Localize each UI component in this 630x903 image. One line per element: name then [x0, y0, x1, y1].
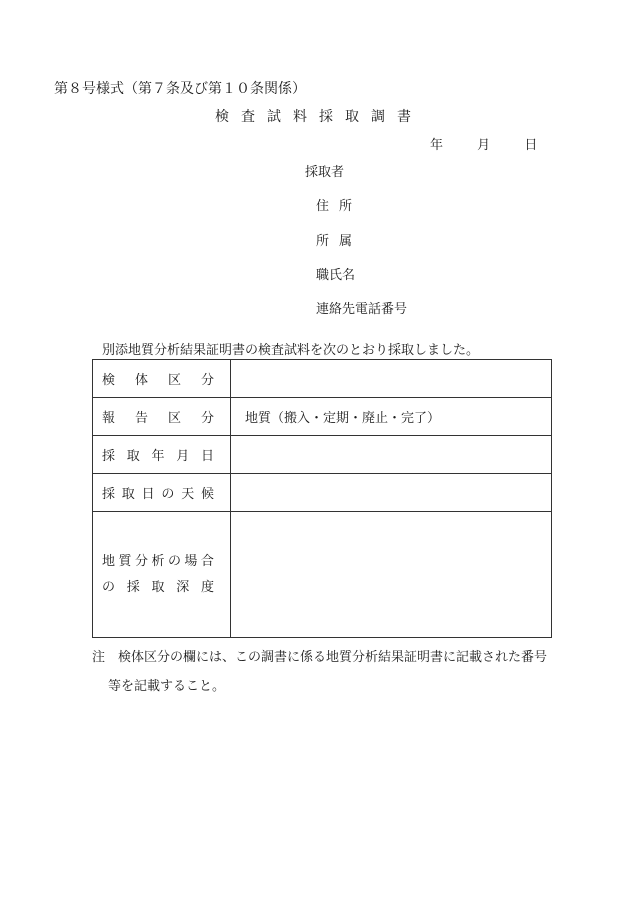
- label-char: 日: [141, 487, 155, 502]
- collector-name-label: 職氏名: [316, 268, 356, 283]
- row-label: [93, 436, 231, 474]
- label-char: の: [167, 553, 181, 569]
- label-char: 取: [151, 579, 165, 595]
- label-char: 分: [134, 553, 148, 569]
- label-char: 取: [126, 449, 140, 464]
- date-year-label: 年: [430, 138, 444, 153]
- label-char: 場: [184, 553, 198, 569]
- row-label-text: [102, 483, 214, 502]
- label-char: 採: [102, 449, 116, 464]
- table-row: [93, 436, 552, 474]
- label-char: 候: [200, 487, 214, 502]
- report-category-value[interactable]: 地質（搬入・定期・廃止・完了）: [231, 398, 552, 436]
- label-char: 質: [118, 553, 132, 569]
- label-char: 天: [181, 487, 195, 502]
- sample-table-body: [93, 360, 552, 638]
- row-label-line-1: [102, 549, 214, 575]
- label-char: の: [102, 579, 116, 595]
- row-label: [93, 398, 231, 436]
- label-char: 体: [134, 373, 148, 388]
- form-number: 第８号様式（第７条及び第１０条関係）: [54, 81, 306, 97]
- row-label-text: [102, 369, 214, 388]
- collector-heading: 採取者: [305, 165, 345, 180]
- document-title: 検査試料採取調書: [215, 109, 423, 125]
- label-char: 採: [126, 579, 140, 595]
- collection-date-value[interactable]: [231, 436, 552, 474]
- collector-address-label: 住所: [316, 199, 363, 214]
- label-char: 日: [200, 449, 214, 464]
- row-label: [93, 360, 231, 398]
- collection-depth-value[interactable]: [231, 512, 552, 638]
- collection-weather-value[interactable]: [231, 474, 552, 512]
- intro-text: 別添地質分析結果証明書の検査試料を次のとおり採取しました。: [102, 343, 480, 358]
- label-char: 月: [176, 449, 190, 464]
- note-line-1: 注 検体区分の欄には、この調書に係る地質分析結果証明書に記載された番号: [92, 650, 548, 665]
- label-char: 区: [167, 411, 181, 426]
- row-label-text: [102, 445, 214, 464]
- table-row: [93, 360, 552, 398]
- date-day-label: 日: [524, 138, 538, 153]
- note-line-2: 等を記載すること。: [108, 679, 226, 694]
- label-char: の: [161, 487, 175, 502]
- row-label-text: [102, 407, 214, 426]
- sample-table: [92, 359, 552, 638]
- label-char: 深: [176, 579, 190, 595]
- label-char: 析: [151, 553, 165, 569]
- table-row: [93, 512, 552, 638]
- table-row: [93, 398, 552, 436]
- label-char: 年: [151, 449, 165, 464]
- label-char: 取: [121, 487, 135, 502]
- date-month-label: 月: [477, 138, 491, 153]
- label-char: 分: [200, 373, 214, 388]
- label-char: 度: [200, 579, 214, 595]
- row-label-line-2: [102, 575, 214, 601]
- collector-affiliation-label: 所属: [316, 234, 363, 249]
- label-char: 採: [102, 487, 116, 502]
- row-label: [93, 512, 231, 638]
- label-char: 分: [200, 411, 214, 426]
- date-line: [430, 134, 537, 153]
- sample-category-value[interactable]: [231, 360, 552, 398]
- table-row: [93, 474, 552, 512]
- row-label: [93, 474, 231, 512]
- collector-phone-label: 連絡先電話番号: [316, 302, 408, 317]
- label-char: 告: [134, 411, 148, 426]
- label-char: 地: [102, 553, 116, 569]
- label-char: 検: [102, 373, 116, 388]
- label-char: 報: [102, 411, 116, 426]
- label-char: 区: [167, 373, 181, 388]
- label-char: 合: [200, 553, 214, 569]
